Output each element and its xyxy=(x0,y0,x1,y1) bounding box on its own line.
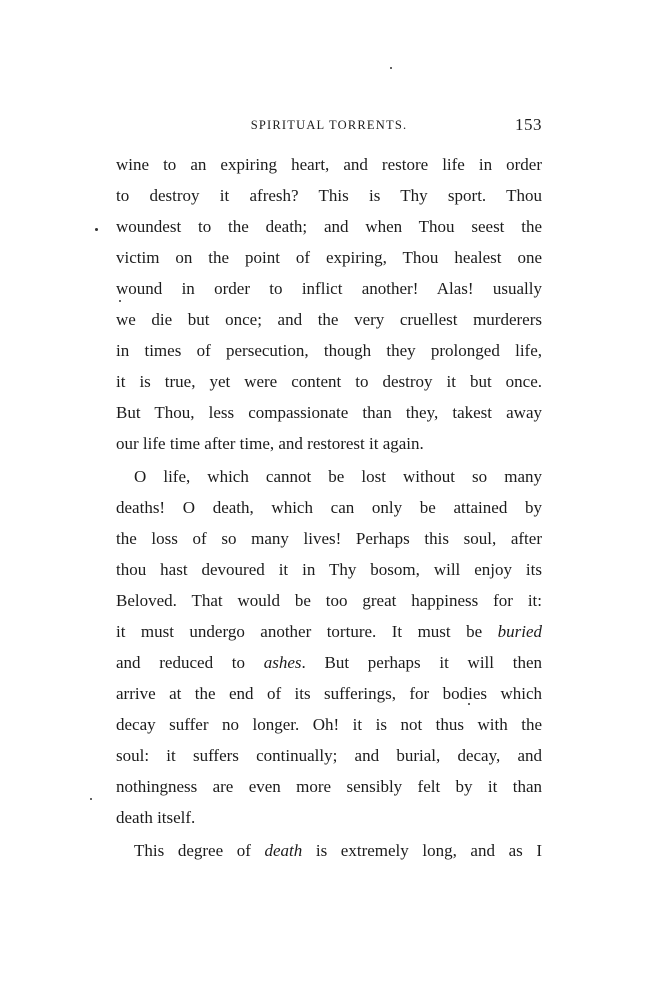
text-line: death itself. xyxy=(116,808,196,827)
text-line: arrive at the end of its sufferings, for bodies which xyxy=(116,684,542,703)
text-line: it must undergo another torture. It must be buried xyxy=(116,622,542,641)
body-text xyxy=(116,149,542,866)
text-line: victim on the point of expiring, Thou healest one xyxy=(116,248,542,267)
text-line: it is true, yet were content to destroy it but once. xyxy=(116,372,542,391)
text-line: Beloved. That would be too great happiness for it: xyxy=(116,591,542,610)
scan-speck xyxy=(468,703,470,705)
text-line: wine to an expiring heart, and restore life in order xyxy=(116,155,542,174)
text-line: the loss of so many lives! Perhaps this soul, after xyxy=(116,529,542,548)
text-line: woundest to the death; and when Thou seest the xyxy=(116,217,542,236)
text-line: wound in order to inflict another! Alas! usually xyxy=(116,279,542,298)
text-line: decay suffer no longer. Oh! it is not thus with the xyxy=(116,715,542,734)
page-number: 153 xyxy=(515,115,542,134)
text-line: in times of persecution, though they prolonged life, xyxy=(116,341,542,360)
text-line: our life time after time, and restorest it again. xyxy=(116,434,424,453)
italic-word: death xyxy=(264,841,303,860)
text-line: to destroy it afresh? This is Thy sport. Thou xyxy=(116,186,542,205)
text-line: we die but once; and the very cruellest murderers xyxy=(116,310,542,329)
running-title: SPIRITUAL TORRENTS. xyxy=(250,118,408,132)
text-line: nothingness are even more sensibly felt by it than xyxy=(116,777,542,796)
scan-speck xyxy=(95,228,98,231)
scan-speck xyxy=(119,300,121,302)
running-head xyxy=(116,116,542,136)
text-line: soul: it suffers continually; and burial, decay, and xyxy=(116,746,542,765)
text-line: and reduced to ashes. But perhaps it will then xyxy=(116,653,542,672)
scan-speck xyxy=(390,67,392,69)
text-line: O life, which cannot be lost without so many xyxy=(134,467,542,486)
text-line: But Thou, less compassionate than they, takest away xyxy=(116,403,542,422)
text-line: This degree of death is extremely long, and as I xyxy=(134,841,542,860)
text-line: thou hast devoured it in Thy bosom, will enjoy its xyxy=(116,560,542,579)
scan-speck xyxy=(90,798,92,800)
italic-word: buried xyxy=(497,622,542,641)
italic-word: ashes xyxy=(263,653,302,672)
text-line: deaths! O death, which can only be attained by xyxy=(116,498,542,517)
